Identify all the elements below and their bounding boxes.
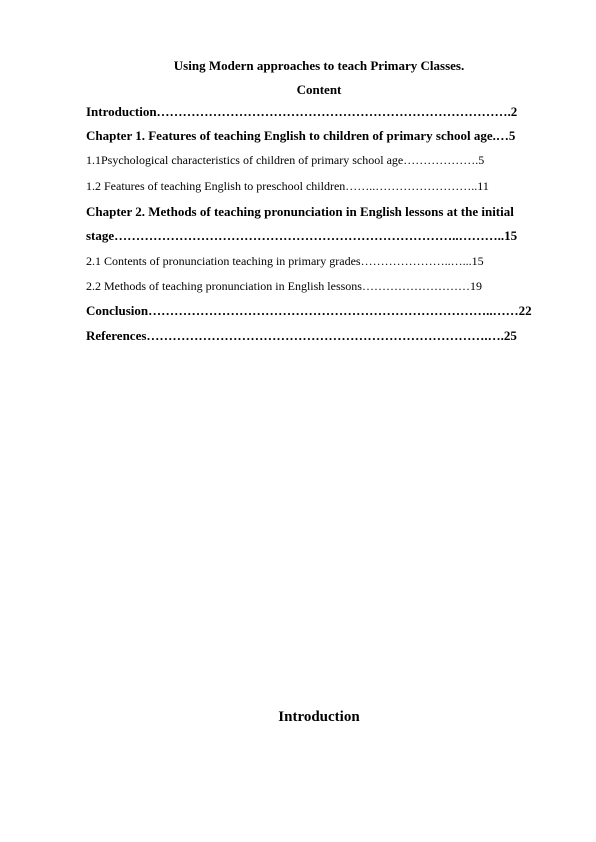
toc-entry-chapter-2-cont: stage……………………………………………………………………..………..15 bbox=[86, 228, 518, 243]
toc-entry-2-1: 2.1 Contents of pronunciation teaching in primary grades…………………..…...15 bbox=[86, 254, 484, 268]
toc-entry-conclusion: Conclusion……………………………………………………………………..……22 bbox=[86, 303, 532, 318]
toc-entry-introduction: Introduction……………………………………………………………………….2 bbox=[86, 104, 518, 119]
document-title: Using Modern approaches to teach Primary Classes. bbox=[173, 58, 465, 73]
toc-entry-chapter-2: Chapter 2. Methods of teaching pronunciation in English lessons at the initial bbox=[86, 204, 514, 219]
toc-entry-1-2: 1.2 Features of teaching English to preschool children……..……………………..11 bbox=[86, 179, 489, 193]
toc-entry-references: References…………………………………………………………………….….25 bbox=[86, 328, 517, 343]
toc-entry-1-1: 1.1Psychological characteristics of children of primary school age……………….5 bbox=[86, 153, 485, 167]
content-heading: Content bbox=[296, 82, 342, 97]
toc-entry-2-2: 2.2 Methods of teaching pronunciation in English lessons………………………19 bbox=[86, 279, 482, 293]
toc-entry-chapter-1: Chapter 1. Features of teaching English to children of primary school age.…5 bbox=[86, 128, 516, 143]
section-heading-introduction: Introduction bbox=[278, 709, 360, 725]
